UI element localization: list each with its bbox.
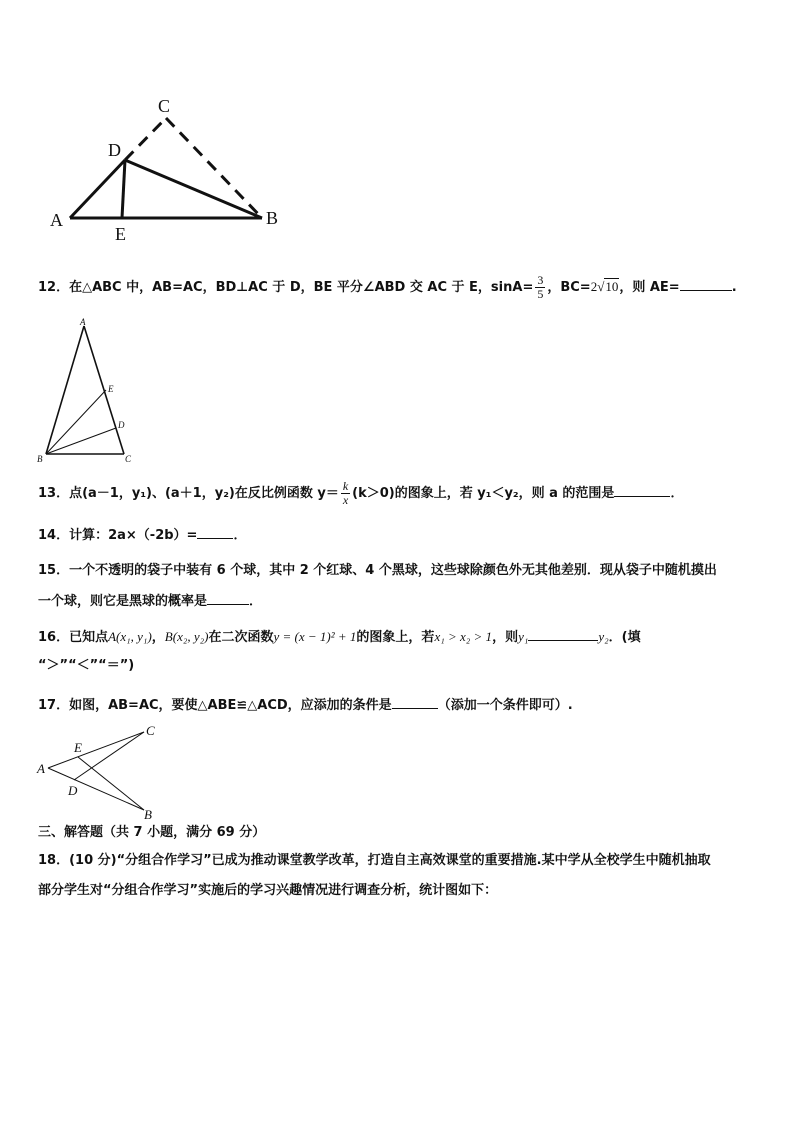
label-C: C [158,96,171,116]
label-B: B [266,208,279,228]
fraction-k-over-x [341,480,350,507]
segment-BE [78,757,144,810]
question-14 [38,526,246,545]
q15-line2: 一个球，则它是黑球的概率是 [38,594,208,609]
label-D: D [68,783,78,798]
q13-prefix: 13．点(a－1，y₁)、(a＋1，y₂)在反比例函数 y＝ [38,486,339,501]
label-B: B [144,807,152,822]
q18-line1: 18．(10 分)“分组合作学习”已成为推动课堂教学改革，打造自主高效课堂的重要措施.某中学从全校学生中随机抽取 [38,853,711,868]
q12-suffix: ，则 AE= [619,280,680,295]
frac-numerator: 3 [537,273,544,287]
q16-line2: “＞”“＜”“＝”) [38,658,135,673]
question-13 [38,480,683,507]
segment-AC [48,732,144,768]
figure-q12-triangle [34,316,144,466]
answer-blank-q17[interactable] [392,696,438,709]
q14-text: 14．计算：2a×（-2b）= [38,528,198,543]
label-A: A [37,761,45,776]
answer-blank-q14[interactable] [197,526,233,539]
label-E: E [108,384,114,394]
q16-sep: ， [151,630,165,645]
y1-symbol: y₁ [518,629,529,644]
segment-DB [125,160,262,218]
q15-line1: 15．一个不透明的袋子中装有 6 个球，其中 2 个红球、4 个黑球，这些球除颜色外无其他差别．现从袋子中随机摸出 [38,563,717,578]
q16-line1 [38,628,641,647]
label-C: C [146,723,155,738]
segment-CB-dashed [166,118,262,218]
question-16 [38,628,641,675]
label-D: D [118,420,125,430]
frac-numerator: k [342,479,349,493]
question-15 [38,562,717,611]
q16-mid3: ，则 [492,630,519,645]
q16-suffix: ．(填 [608,630,641,645]
answer-blank-q13[interactable] [614,484,670,497]
sqrt-radicand: 10 [605,279,619,294]
segment-DC-dashed [125,118,166,160]
label-A: A [80,317,86,327]
answer-blank-q15[interactable] [207,592,249,605]
label-D: D [108,140,121,160]
q18-line2: 部分学生对“分组合作学习”实施后的学习兴趣情况进行调查分析，统计图如下： [38,883,498,898]
figure-triangle-top [40,90,300,245]
question-18 [38,852,711,900]
label-E: E [74,740,82,755]
q12-mid: ，BC= [547,280,591,295]
label-C: C [125,454,132,464]
section-3-heading: 三、解答题（共 7 小题，满分 69 分） [38,825,266,840]
q14-end: ． [233,528,247,543]
figure-q17 [34,722,164,822]
fraction-three-fifths [535,274,545,301]
question-17 [38,696,573,715]
segment-AB [48,768,144,810]
label-E: E [115,224,126,244]
answer-blank-q16[interactable] [528,628,598,641]
q16-mid: 在二次函数 [208,630,274,645]
q12-prefix: 12．在△ABC 中，AB=AC，BD⊥AC 于 D，BE 平分∠ABD 交 AC 于 E，sinA= [38,280,534,295]
question-12 [38,274,737,301]
q16-prefix: 16．已知点 [38,630,109,645]
segment-BD [46,428,116,454]
q12-end: . [731,280,737,295]
label-B: B [37,454,43,464]
q17-prefix: 17．如图，AB=AC，要使△ABE≌△ACD，应添加的条件是 [38,698,392,713]
q13-suffix: (k＞0)的图象上，若 y₁＜y₂，则 a 的范围是 [352,486,615,501]
frac-denominator: x [342,493,349,507]
quadratic-function: y = (x − 1)² + 1 [273,629,357,644]
segment-DE [122,160,125,218]
q17-suffix: （添加一个条件即可）. [437,698,573,713]
segment-AB [46,326,84,454]
label-A: A [50,210,63,230]
sqrt-expression: 2√10 [590,279,619,294]
q15-line2-wrap [38,592,717,611]
sqrt-coefficient: 2 [590,279,598,294]
point-A: A(x₁, y₁) [108,629,152,644]
q13-end: ． [670,486,684,501]
segment-AC [84,326,124,454]
segment-AD [70,160,125,218]
condition: x₁ > x₂ > 1 [434,629,493,644]
answer-blank-q12[interactable] [680,278,732,291]
point-B: B(x₂, y₂) [164,629,209,644]
y2-symbol: y₂ [598,629,609,644]
q15-end: ． [249,594,263,609]
frac-denominator: 5 [537,287,544,301]
q16-mid2: 的图象上，若 [356,630,435,645]
segment-CD [74,732,144,780]
